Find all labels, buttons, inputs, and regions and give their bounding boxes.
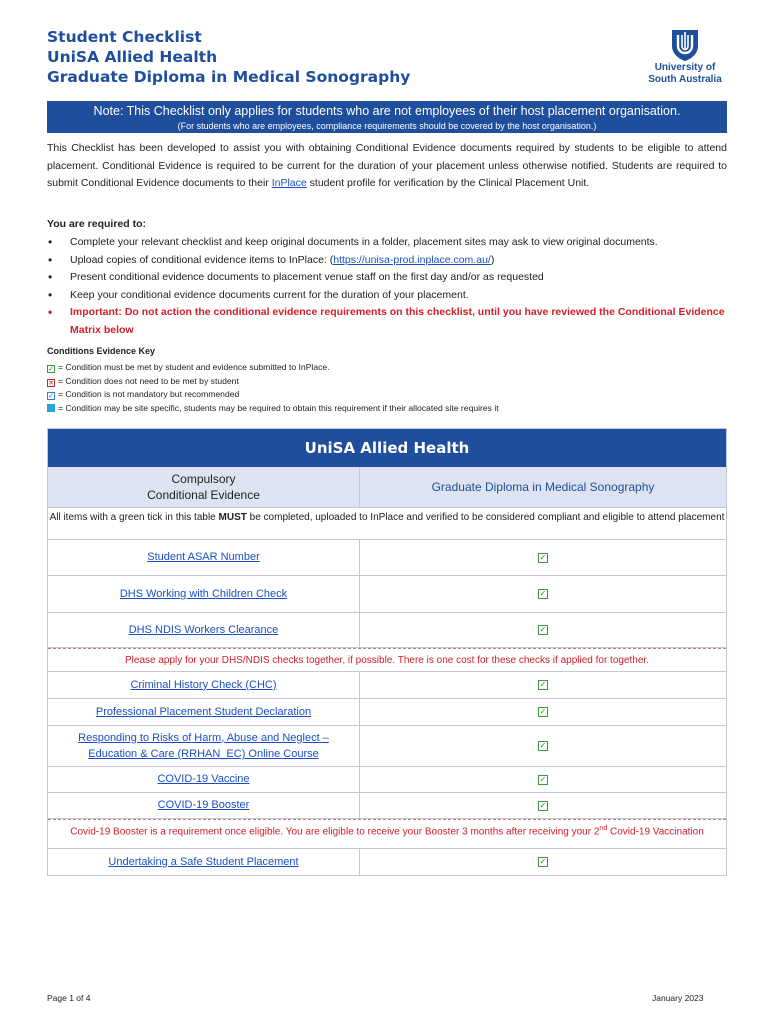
blue-square-icon [47, 404, 55, 412]
key-row [47, 361, 499, 375]
document-title [47, 27, 410, 87]
table-row [48, 672, 726, 699]
unisa-shield-icon [670, 28, 700, 62]
table-title: UniSA Allied Health [48, 429, 726, 467]
footer-date: January 2023 [652, 993, 704, 1003]
row-link-ndis[interactable]: DHS NDIS Workers Clearance [128, 623, 279, 636]
evidence-key [47, 361, 499, 416]
logo-text-2: South Australia [648, 74, 722, 85]
table-header-row [48, 467, 726, 508]
note-sub: (For students who are employees, compliance requirements should be covered by the host organisation.) [177, 121, 597, 131]
intro-text-2: student profile for verification by the Clinical Placement Unit. [306, 177, 590, 189]
requirements-heading: You are required to: [47, 218, 146, 230]
table-row [48, 540, 726, 576]
table-row [48, 576, 726, 613]
logo-text-1: University of [654, 62, 716, 73]
must-note-b: be completed, uploaded to InPlace and verified to be considered compliant and eligible to attend placement [246, 512, 725, 523]
evidence-key-heading: Conditions Evidence Key [47, 346, 156, 356]
row-link-covid-booster[interactable]: COVID-19 Booster [157, 799, 250, 812]
booster-warning-b: Covid-19 Vaccination [607, 826, 704, 838]
row-link-wwcc[interactable]: DHS Working with Children Check [119, 587, 288, 600]
list-item-text: Keep your conditional evidence documents current for the duration of your placement. [70, 288, 469, 301]
requirements-list [47, 234, 732, 340]
col-header-program: Graduate Diploma in Medical Sonography [431, 480, 655, 494]
tick-green-icon: ✓ [539, 774, 547, 784]
title-line-2: UniSA Allied Health [47, 48, 218, 66]
cross-red-icon: ✕ [48, 379, 54, 387]
note-banner [47, 101, 727, 133]
tick-green-icon: ✓ [539, 800, 547, 810]
note-main: Note: This Checklist only applies for students who are not employees of their host placement organisation. [93, 104, 681, 118]
key-row [47, 375, 499, 389]
must-note-bold: MUST [218, 512, 247, 523]
tick-green-icon: ✓ [539, 707, 547, 716]
row-link-covid-vaccine[interactable]: COVID-19 Vaccine [157, 773, 250, 786]
intro-paragraph [47, 140, 727, 193]
tick-green-icon: ✓ [48, 366, 54, 373]
tick-green-icon: ✓ [539, 857, 547, 866]
booster-warning-sup: nd [599, 825, 608, 832]
table-row [48, 767, 726, 793]
list-item-text-after: ) [490, 253, 495, 266]
list-item [47, 252, 732, 270]
list-item-text: Important: Do not action the conditional evidence requirements on this checklist, until you have reviewed the Conditional Evidence Matrix below [70, 306, 725, 336]
table-row [48, 613, 726, 648]
page-number: Page 1 of 4 [47, 993, 91, 1003]
tick-green-icon: ✓ [539, 589, 547, 598]
list-item-text: Present conditional evidence documents to placement venue staff on the first day and/or as requested [70, 271, 544, 284]
table-row [48, 726, 726, 767]
inplace-link[interactable]: InPlace [271, 177, 307, 189]
evidence-table [47, 428, 727, 876]
col-header-evidence [48, 467, 360, 507]
dhs-warning: Please apply for your DHS/NDIS checks together, if possible. There is one cost for these checks if applied for together. [48, 648, 726, 672]
row-link-chc[interactable]: Criminal History Check (CHC) [130, 678, 277, 691]
table-must-note [48, 508, 726, 540]
booster-warning [48, 819, 726, 849]
list-item [47, 287, 732, 305]
table-row [48, 849, 726, 875]
row-link-rrhan[interactable]: Responding to Risks of Harm, Abuse and Neglect – Education & Care (RRHAN_EC) Online Course [78, 731, 329, 760]
key-text: = Condition is not mandatory but recommended [58, 389, 240, 400]
key-text: = Condition may be site specific, students may be required to obtain this requirement if their allocated site requires it [58, 403, 499, 414]
row-link-asar[interactable]: Student ASAR Number [147, 551, 260, 564]
key-text: = Condition does not need to be met by student [58, 375, 239, 386]
tick-green-icon: ✓ [539, 741, 547, 750]
inplace-url-link[interactable]: https://unisa-prod.inplace.com.au/ [333, 253, 491, 266]
tick-green-icon: ✓ [539, 552, 547, 562]
list-item-text: Complete your relevant checklist and keep original documents in a folder, placement sites may ask to view original documents. [70, 236, 658, 248]
intro-text-1: This Checklist has been developed to assist you with obtaining Conditional Evidence documents required by students to be eligible to attend placement. Conditional Evidence is required to be current for the duration of your placement unless otherwise notified. Students are required to submit Conditional Evidence documents to their [47, 142, 727, 189]
title-line-3: Graduate Diploma in Medical Sonography [47, 68, 411, 86]
title-line-1: Student Checklist [47, 28, 202, 46]
key-row [47, 388, 499, 402]
must-note-a: All items with a green tick in this table [49, 512, 219, 523]
important-list-item [47, 304, 732, 339]
unisa-logo [640, 28, 730, 86]
list-item [47, 269, 732, 287]
col-header-line-1: Compulsory [171, 472, 236, 486]
table-row [48, 793, 726, 819]
key-text: = Condition must be met by student and evidence submitted to InPlace. [58, 362, 330, 372]
key-row [47, 402, 499, 416]
tick-green-icon: ✓ [539, 625, 547, 634]
tick-blue-icon: ✓ [48, 393, 54, 401]
booster-warning-a: Covid-19 Booster is a requirement once eligible. You are eligible to receive your Booster 3 months after receiving your 2 [70, 826, 600, 838]
table-row [48, 699, 726, 726]
list-item [47, 234, 732, 252]
col-header-line-2: Conditional Evidence [147, 488, 260, 502]
row-link-safe-placement[interactable]: Undertaking a Safe Student Placement [108, 855, 299, 868]
list-item-text: Upload copies of conditional evidence items to InPlace: ( [70, 253, 334, 266]
tick-green-icon: ✓ [539, 680, 547, 689]
row-link-declaration[interactable]: Professional Placement Student Declaration [95, 705, 312, 718]
